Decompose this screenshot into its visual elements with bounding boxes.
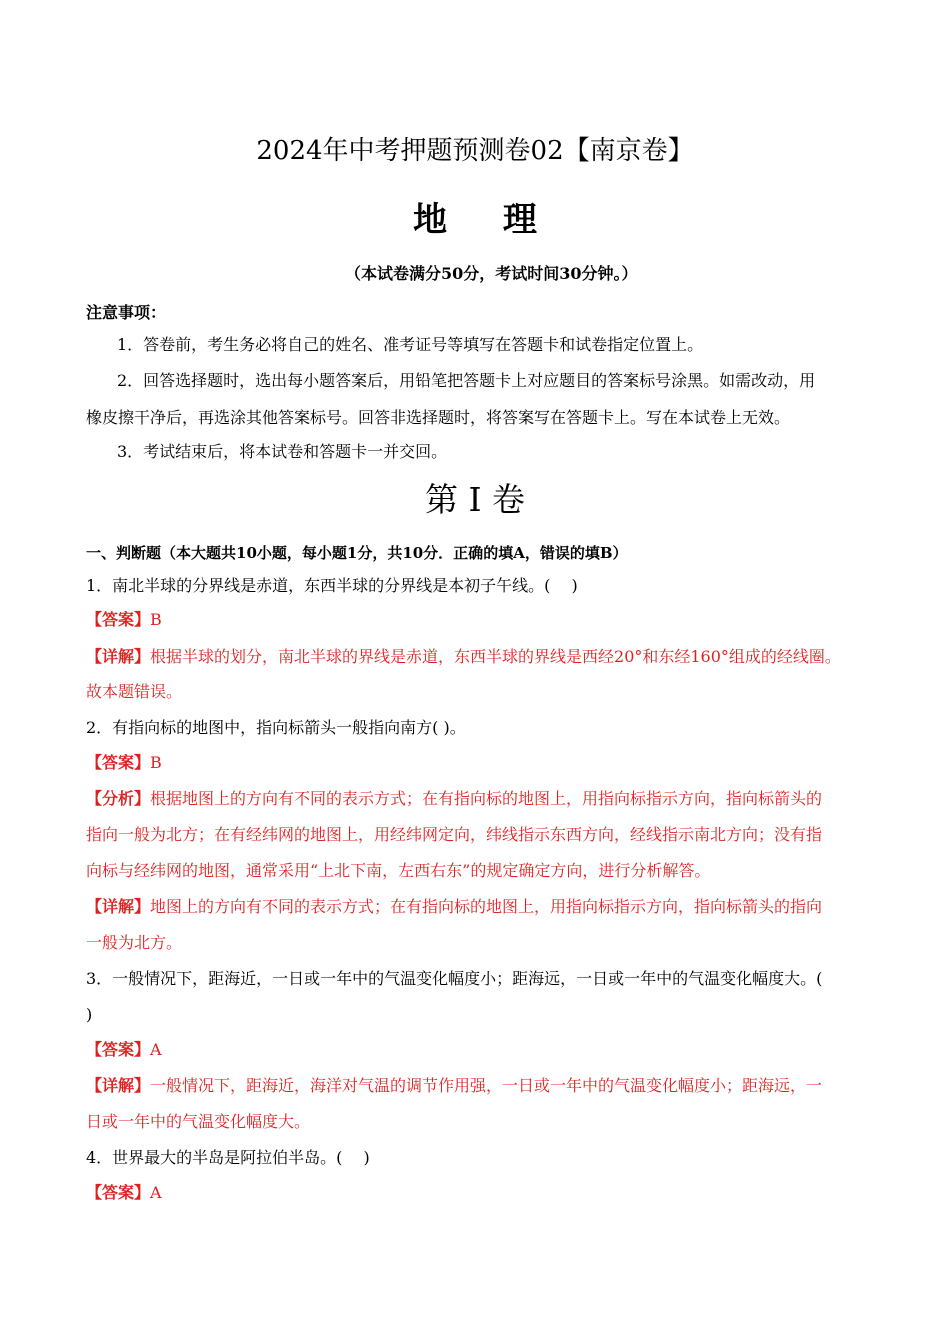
q1-detail-text-1: 根据半球的划分，南北半球的界线是赤道，东西半球的界线是西经20°和东经160°组成的经线圈。 (150, 647, 841, 666)
q3-stem-line-2: ) (86, 1005, 93, 1024)
subject-title: 地 理 (413, 200, 559, 240)
section-title: 第 I 卷 (424, 480, 525, 519)
answer-label: 【答案】 (86, 1040, 151, 1059)
q3-detail-text-1: 一般情况下，距海近，海洋对气温的调节作用强，一日或一年中的气温变化幅度小；距海远，一 (150, 1076, 823, 1095)
q2-detail-line-2: 一般为北方。 (86, 933, 183, 952)
q2-stem: 2．有指向标的地图中，指向标箭头一般指向南方( )。 (86, 718, 466, 737)
analysis-label: 【分析】 (86, 789, 151, 808)
q2-analysis-line-2: 指向一般为北方；在有经纬网的地图上，用经纬网定向，纬线指示东西方向，经线指示南北方向；没有指 (86, 825, 823, 844)
q3-stem-line-1: 3．一般情况下，距海近，一日或一年中的气温变化幅度小；距海远，一日或一年中的气温变化幅度大。( (86, 969, 823, 988)
q1-stem: 1．南北半球的分界线是赤道，东西半球的分界线是本初子午线。( ) (86, 576, 578, 595)
q2-analysis-line-1 (86, 787, 822, 811)
detail-label: 【详解】 (86, 647, 151, 666)
q3-answer (86, 1038, 162, 1062)
q2-answer-value: B (150, 753, 162, 772)
notice-item-2-line-1: 2．回答选择题时，选出每小题答案后，用铅笔把答题卡上对应题目的答案标号涂黑。如需改动，用 (117, 371, 816, 390)
q4-answer-value: A (150, 1183, 162, 1202)
answer-label: 【答案】 (86, 1183, 151, 1202)
notice-item-2-line-2: 橡皮擦干净后，再选涂其他答案标号。回答非选择题时，将答案写在答题卡上。写在本试卷上无效。 (86, 408, 791, 427)
q2-analysis-line-3: 向标与经纬网的地图，通常采用“上北下南，左西右东”的规定确定方向，进行分析解答。 (86, 861, 711, 880)
q1-answer-value: B (150, 610, 162, 629)
q1-answer (86, 608, 162, 632)
q3-answer-value: A (150, 1040, 162, 1059)
notice-item-1: 1．答卷前，考生务必将自己的姓名、准考证号等填写在答题卡和试卷指定位置上。 (117, 335, 704, 354)
answer-label: 【答案】 (86, 610, 151, 629)
q1-detail-line-1 (86, 645, 841, 669)
q2-detail-text-1: 地图上的方向有不同的表示方式；在有指向标的地图上，用指向标指示方向，指向标箭头的指向 (150, 897, 823, 916)
notice-item-3: 3．考试结束后，将本试卷和答题卡一并交回。 (117, 442, 448, 461)
part-heading: 一、判断题（本大题共10小题，每小题1分，共10分．正确的填A，错误的填B） (86, 544, 628, 562)
answer-label: 【答案】 (86, 753, 151, 772)
q3-detail-line-1 (86, 1074, 822, 1098)
q2-detail-line-1 (86, 895, 822, 919)
q4-stem: 4．世界最大的半岛是阿拉伯半岛。( ) (86, 1148, 370, 1167)
q3-detail-line-2: 日或一年中的气温变化幅度大。 (86, 1112, 311, 1131)
exam-meta: （本试卷满分50分，考试时间30分钟。） (345, 264, 638, 283)
detail-label: 【详解】 (86, 1076, 151, 1095)
detail-label: 【详解】 (86, 897, 151, 916)
q4-answer (86, 1181, 162, 1205)
q1-detail-line-2: 故本题错误。 (86, 682, 183, 701)
exam-title: 2024年中考押题预测卷02【南京卷】 (256, 136, 694, 166)
notice-title: 注意事项： (86, 303, 167, 322)
q2-answer (86, 751, 162, 775)
q2-analysis-text-1: 根据地图上的方向有不同的表示方式；在有指向标的地图上，用指向标指示方向，指向标箭头的 (150, 789, 823, 808)
